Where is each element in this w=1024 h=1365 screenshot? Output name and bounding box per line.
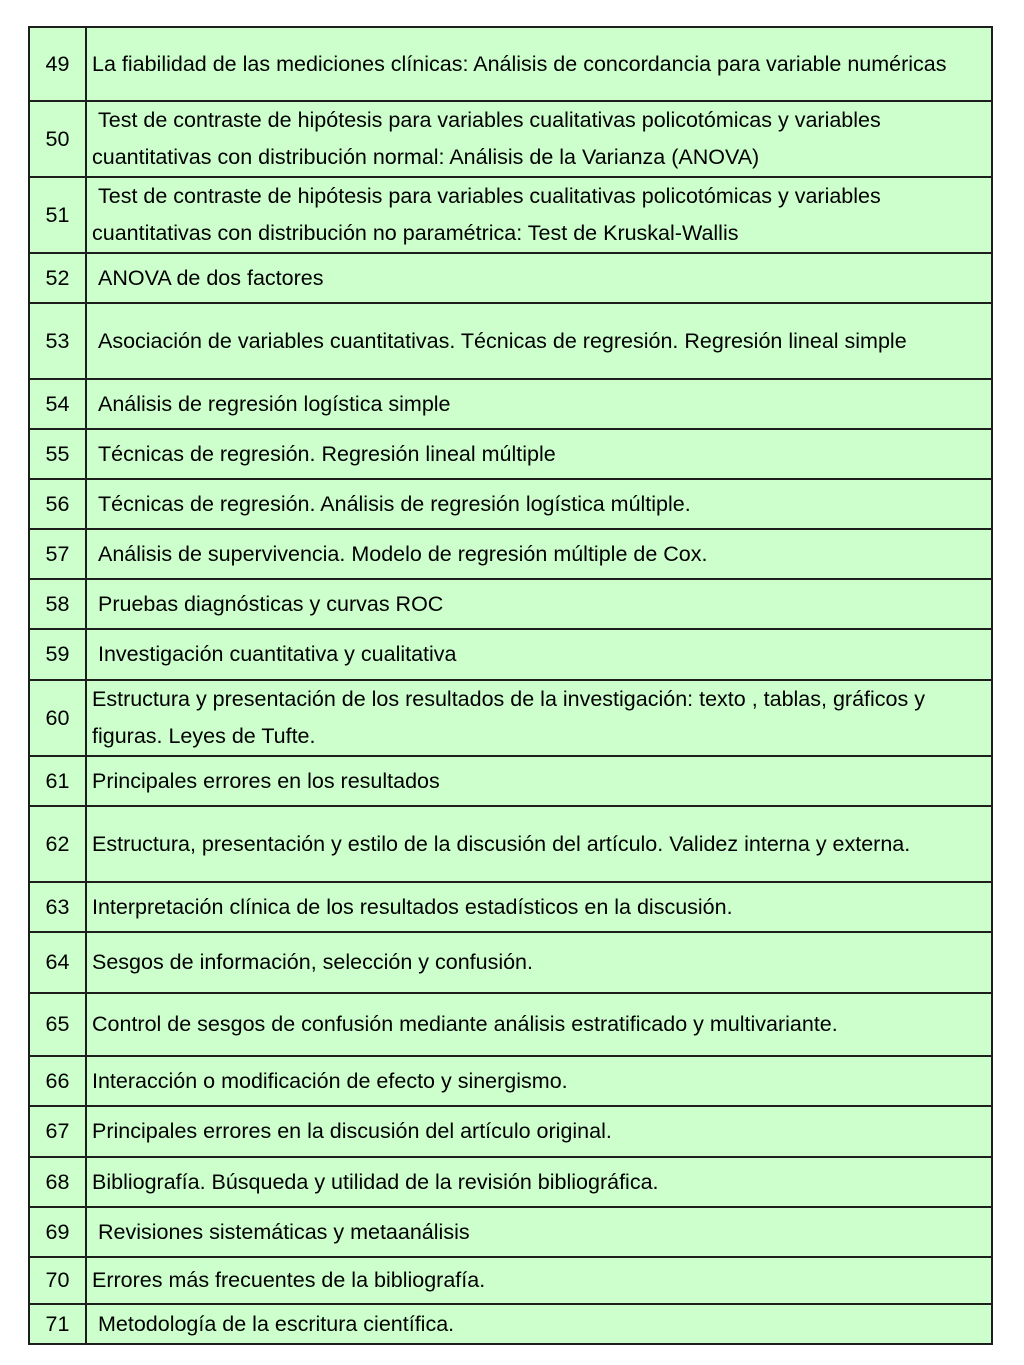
table-row: [29, 756, 992, 806]
topic-title: Interpretación clínica de los resultados estadísticos en la discusión.: [86, 882, 992, 932]
topic-title: Asociación de variables cuantitativas. Técnicas de regresión. Regresión lineal simple: [86, 303, 992, 379]
topic-title: ANOVA de dos factores: [86, 253, 992, 303]
topic-number: 63: [29, 882, 86, 932]
topic-number: 60: [29, 680, 86, 756]
topic-number: 58: [29, 579, 86, 629]
topic-number: 65: [29, 993, 86, 1056]
topic-number: 69: [29, 1207, 86, 1257]
topic-number: 55: [29, 429, 86, 479]
topic-number: 68: [29, 1157, 86, 1207]
table-row: [29, 806, 992, 882]
table-row: [29, 253, 992, 303]
topic-title: Investigación cuantitativa y cualitativa: [86, 629, 992, 680]
topic-title: Estructura, presentación y estilo de la discusión del artículo. Validez interna y externa.: [86, 806, 992, 882]
topic-number: 52: [29, 253, 86, 303]
topic-title: Test de contraste de hipótesis para variables cualitativas policotómicas y variables cuantitativas con distribución normal: Análisis de la Varianza (ANOVA): [86, 101, 992, 177]
table-row: [29, 680, 992, 756]
table-row: [29, 1106, 992, 1157]
topic-title: Técnicas de regresión. Regresión lineal múltiple: [86, 429, 992, 479]
topic-title: Análisis de supervivencia. Modelo de regresión múltiple de Cox.: [86, 529, 992, 579]
table-row: [29, 303, 992, 379]
topic-number: 70: [29, 1257, 86, 1304]
topics-table: [28, 26, 993, 1345]
table-row: [29, 429, 992, 479]
topic-title: Errores más frecuentes de la bibliografía.: [86, 1257, 992, 1304]
topic-number: 49: [29, 27, 86, 101]
table-row: [29, 379, 992, 429]
topic-title: Control de sesgos de confusión mediante análisis estratificado y multivariante.: [86, 993, 992, 1056]
table-row: [29, 101, 992, 177]
topic-title: Interacción o modificación de efecto y sinergismo.: [86, 1056, 992, 1106]
topic-title: Pruebas diagnósticas y curvas ROC: [86, 579, 992, 629]
table-row: [29, 1056, 992, 1106]
topic-title: Principales errores en la discusión del artículo original.: [86, 1106, 992, 1157]
topic-number: 54: [29, 379, 86, 429]
topic-number: 50: [29, 101, 86, 177]
table-row: [29, 1304, 992, 1344]
table-row: [29, 579, 992, 629]
topic-title: Análisis de regresión logística simple: [86, 379, 992, 429]
table-row: [29, 629, 992, 680]
topic-title: Revisiones sistemáticas y metaanálisis: [86, 1207, 992, 1257]
topic-number: 57: [29, 529, 86, 579]
topic-number: 67: [29, 1106, 86, 1157]
topic-title: Estructura y presentación de los resultados de la investigación: texto , tablas, gráficos y figuras. Leyes de Tufte.: [86, 680, 992, 756]
topic-title: La fiabilidad de las mediciones clínicas: Análisis de concordancia para variable numéricas: [86, 27, 992, 101]
topic-number: 66: [29, 1056, 86, 1106]
topic-number: 59: [29, 629, 86, 680]
topic-number: 64: [29, 932, 86, 993]
topic-title: Test de contraste de hipótesis para variables cualitativas policotómicas y variables cuantitativas con distribución no paramétrica: Test de Kruskal-Wallis: [86, 177, 992, 253]
table-row: [29, 932, 992, 993]
table-row: [29, 882, 992, 932]
table-row: [29, 479, 992, 529]
topic-title: Sesgos de información, selección y confusión.: [86, 932, 992, 993]
table-row: [29, 993, 992, 1056]
topic-title: Principales errores en los resultados: [86, 756, 992, 806]
table-row: [29, 1157, 992, 1207]
topic-title: Técnicas de regresión. Análisis de regresión logística múltiple.: [86, 479, 992, 529]
table-row: [29, 177, 992, 253]
topic-number: 71: [29, 1304, 86, 1344]
topic-title: Bibliografía. Búsqueda y utilidad de la revisión bibliográfica.: [86, 1157, 992, 1207]
topic-number: 51: [29, 177, 86, 253]
topic-number: 62: [29, 806, 86, 882]
table-row: [29, 27, 992, 101]
topic-number: 56: [29, 479, 86, 529]
table-row: [29, 1207, 992, 1257]
table-row: [29, 529, 992, 579]
topic-number: 61: [29, 756, 86, 806]
topic-number: 53: [29, 303, 86, 379]
table-row: [29, 1257, 992, 1304]
topic-title: Metodología de la escritura científica.: [86, 1304, 992, 1344]
